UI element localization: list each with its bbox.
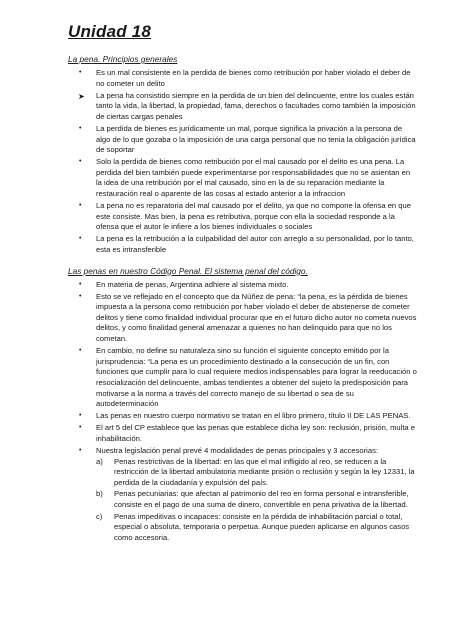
list-item-text: En cambio, no define su naturaleza sino su función el siguiente concepto emitido por la jurisprudencia: “La pena es un procedimiento destinado a la consecución de un fin, con funciones que cumplir para lo cual requiere medios indispensables para lograr la reeducación o resocialización del delincuente, ambas tendientes a obtener del sujeto la predisposición para motivarse a la norma a través del correcto manejo de su libertad o sea de su autodeterminación <box>96 346 417 409</box>
bullet-icon: • <box>79 235 82 243</box>
bullet-icon: • <box>79 69 82 76</box>
section1-bullet-list <box>68 68 418 256</box>
bullet-icon: • <box>79 292 82 300</box>
list-item <box>68 411 418 422</box>
list-item <box>68 157 418 199</box>
list-item-text: La pena ha consistido siempre en la perdida de un bien del delincuente, entre los cuales están tanto la vida, la libertad, la propiedad, fama, derechos o facultades como también la imposición de ciertas cargas penales <box>96 90 416 121</box>
section-heading-la-pena: La pena. Principios generales <box>68 54 178 64</box>
bullet-icon: • <box>79 124 82 132</box>
sub-list-item <box>96 512 418 544</box>
bullet-icon: • <box>79 447 82 454</box>
sub-item-marker: b) <box>96 489 103 499</box>
penalty-types-list <box>96 457 418 544</box>
list-item-text: En materia de penas, Argentina adhiere al sistema mixto. <box>96 279 289 289</box>
list-item <box>68 124 418 156</box>
list-item <box>68 201 418 233</box>
sub-item-text: Penas pecuniarias: que afectan al patrimonio del reo en forma personal e intransferible, consiste en el pago de una suma de dinero, convertible en pena privativa de la libertad. <box>114 489 409 509</box>
arrow-bullet-icon: ➤ <box>78 91 85 101</box>
list-item-text: La perdida de bienes es jurídicamente un mal, porque significa la privación a la persona de algo de lo que gozaba o la imposición de una carga personal que no tenia la obligación jurídica de soportar <box>96 123 416 155</box>
list-item <box>68 68 418 89</box>
list-item <box>68 446 418 543</box>
page-title: Unidad 18 <box>68 22 152 41</box>
list-item <box>68 292 418 345</box>
list-item-text: Solo la perdida de bienes como retribución por el mal causado por el delito es una pena. La perdida del bien también puede experimentarse por responsabilidades que no se asientan en la idea de una retribución por el mal causado, sino en la de su reparación mediante la restauración real o aparente de las cosas al estado anterior a la infraccion <box>96 157 411 199</box>
list-item-text: El art 5 del CP establece que las penas que establece dicha ley son: reclusión, prisión, multa e inhabilitación. <box>96 423 415 443</box>
sub-item-text: Penas restrictivas de la libertad: en las que el mal infligido al reo, se reducen a la restricción de la libertad ambulatoria mediante prisión o reclusión y según la ley 12331, la perdida de la ciudadanía y expulsión del país. <box>114 456 415 487</box>
section-heading-penas-codigo-penal: Las penas en nuestro Código Penal. El sistema penal del código. <box>68 265 308 276</box>
sub-list-item <box>96 489 418 510</box>
bullet-icon: • <box>79 202 82 210</box>
list-item-text: Es un mal consistente en la perdida de bienes como retribución por haber violado el deber de no cometer un delito <box>96 68 411 88</box>
bullet-icon: • <box>79 347 82 355</box>
sub-item-text: Penas impeditivas o incapaces: consiste en la pérdida de inhabilitación parcial o total, especial o absoluta, temporaria o perpetua. Aunque pueden aplicarse en algunos casos como accesoria. <box>114 511 410 542</box>
list-item <box>68 423 418 444</box>
bullet-icon: • <box>79 412 82 420</box>
list-item-text: Nuestra legislación penal prevé 4 modalidades de penas principales y 3 accesorias: <box>96 446 378 455</box>
list-item-text: La pena no es reparatoria del mal causado por el delito, ya que no compone la ofensa en que este consiste. Mas bien, la pena es retributiva, porque con ella la sociedad responde a la ofensa que el autor le infiere a los bienes individuales o sociales <box>96 201 411 232</box>
list-item-text: Esto se ve reflejado en el concepto que da Núñez de pena: “la pena, es la pérdida de bienes impuesta a la persona como retribución por haber violado el deber de abstenerse de cometer delitos y tiene como finalidad individual procurar que en el futuro dicho autor no cometa nuevos delitos, y como finalidad general amenazar a quienes no han delinquido para que no los cometan. <box>96 291 417 344</box>
list-item <box>68 280 418 291</box>
sub-item-marker: a) <box>96 456 103 466</box>
bullet-icon: • <box>79 158 82 166</box>
list-item-text: La pena es la retribución a la culpabilidad del autor con arreglo a su personalidad, por lo tanto, esta es intransferible <box>96 234 414 254</box>
list-item <box>68 346 418 410</box>
list-item-text: Las penas en nuestro cuerpo normativo se tratan en el libro primero, título II DE LAS PENAS. <box>96 411 411 421</box>
list-item <box>68 91 418 123</box>
bullet-icon: • <box>79 424 82 432</box>
sub-list-item <box>96 457 418 489</box>
sub-item-marker: c) <box>96 511 103 521</box>
bullet-icon: • <box>79 280 82 288</box>
section2-bullet-list <box>68 280 418 544</box>
list-item <box>68 234 418 255</box>
